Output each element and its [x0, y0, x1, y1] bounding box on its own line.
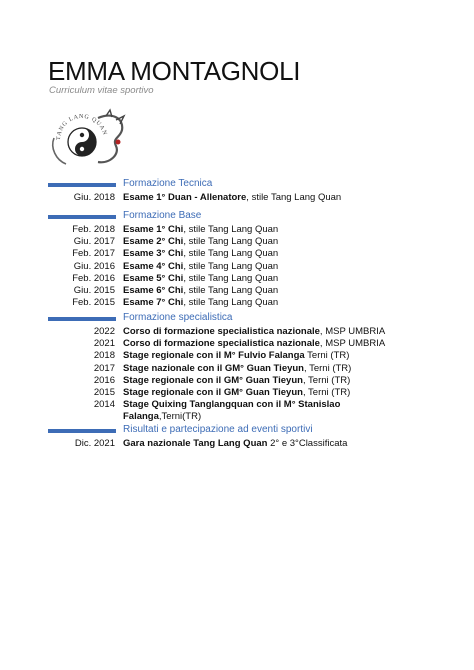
- entry-date: Feb. 2015: [72, 297, 115, 309]
- entry-detail: , Terni (TR): [302, 374, 351, 386]
- section-title: Formazione Base: [123, 210, 202, 221]
- person-name: EMMA MONTAGNOLI: [48, 56, 301, 86]
- entry-title: Gara nazionale Tang Lang Quan: [123, 438, 268, 449]
- entry-title: Esame 6° Chi: [123, 285, 184, 297]
- cv-entry: [48, 248, 428, 260]
- entry-date: Feb. 2017: [72, 248, 115, 260]
- cv-entry: [48, 261, 428, 273]
- entry-detail: ,Terni(TR): [158, 411, 202, 423]
- cv-entry: [48, 338, 428, 350]
- cv-entry: [48, 297, 428, 309]
- section-formazione-specialistica: [48, 312, 428, 424]
- logo-text: TANG LANG QUAN: [55, 113, 108, 141]
- section-formazione-tecnica: [48, 178, 428, 204]
- cv-entry: [48, 387, 428, 399]
- entry-date: Giu. 2016: [73, 260, 115, 272]
- entry-title: Stage Quixing Tanglangquan con il M° Stanislao Falanga: [123, 399, 341, 423]
- section-risultati: [48, 424, 428, 450]
- entry-date: 2016: [93, 374, 115, 386]
- entry-title: Corso di formazione specialistica nazionale: [123, 326, 320, 337]
- section-accent-bar: [48, 317, 116, 321]
- section-header: [48, 424, 428, 438]
- entry-detail: , MSP UMBRIA: [319, 338, 386, 350]
- entry-title: Esame 1° Duan - Allenatore: [123, 192, 247, 203]
- section-header: [48, 210, 428, 224]
- section-title: Risultati e partecipazione ad eventi sportivi: [123, 424, 313, 435]
- section-accent-bar: [48, 215, 116, 219]
- entry-title: Stage regionale con il GM° Guan Tieyun: [123, 374, 303, 386]
- section-accent-bar: [48, 429, 116, 433]
- entry-detail: , stile Tang Lang Quan: [183, 236, 279, 248]
- entry-title: Esame 1° Chi: [123, 224, 184, 235]
- cv-entry: [48, 285, 428, 297]
- cv-entry: [48, 224, 428, 236]
- entry-detail: , stile Tang Lang Quan: [183, 285, 279, 297]
- cv-entry: [48, 236, 428, 248]
- entry-title: Esame 4° Chi: [123, 260, 184, 272]
- cv-entry: [48, 192, 428, 204]
- cv-entry: [48, 399, 428, 423]
- entry-detail: , stile Tang Lang Quan: [183, 248, 279, 260]
- entry-date: 2015: [93, 387, 115, 399]
- entry-date: 2022: [93, 326, 115, 337]
- section-header: [48, 312, 428, 326]
- entry-detail: , stile Tang Lang Quan: [183, 272, 279, 284]
- entry-date: Giu. 2015: [73, 285, 115, 297]
- entry-title: Stage regionale con il M° Fulvio Falanga: [123, 350, 305, 362]
- section-formazione-base: [48, 210, 428, 309]
- cv-entry: [48, 326, 428, 338]
- entry-title: Corso di formazione specialistica nazionale: [123, 338, 320, 350]
- cv-entry: [48, 438, 428, 450]
- entry-detail: , stile Tang Lang Quan: [183, 224, 279, 235]
- entry-date: Dic. 2021: [74, 438, 115, 449]
- entry-date: Giu. 2017: [73, 236, 115, 248]
- entry-title: Esame 5° Chi: [123, 272, 184, 284]
- entry-title: Esame 3° Chi: [123, 248, 184, 260]
- cv-entry: [48, 363, 428, 375]
- entry-detail: , stile Tang Lang Quan: [246, 192, 342, 203]
- entry-detail: Terni (TR): [304, 350, 350, 362]
- entry-detail: , Terni (TR): [302, 387, 351, 399]
- entry-title: Esame 7° Chi: [123, 297, 184, 309]
- entry-detail: , MSP UMBRIA: [319, 326, 386, 337]
- cv-entry: [48, 375, 428, 387]
- entry-date: 2021: [93, 338, 115, 350]
- entry-title: Stage nazionale con il GM° Guan Tieyun: [123, 362, 304, 374]
- entry-detail: 2° e 3°Classificata: [267, 438, 348, 449]
- entry-date: 2018: [93, 350, 115, 362]
- section-accent-bar: [48, 183, 116, 187]
- cv-entry: [48, 350, 428, 362]
- entry-date: Feb. 2016: [72, 272, 115, 284]
- section-header: [48, 178, 428, 192]
- document-subtitle: Curriculum vitae sportivo: [49, 85, 154, 96]
- entry-date: 2017: [93, 362, 115, 374]
- entry-title: Esame 2° Chi: [123, 236, 184, 248]
- entry-date: 2014: [93, 399, 115, 411]
- entry-detail: , stile Tang Lang Quan: [183, 297, 279, 309]
- section-title: Formazione Tecnica: [123, 178, 213, 189]
- section-title: Formazione specialistica: [123, 312, 233, 323]
- entry-detail: , Terni (TR): [304, 362, 352, 374]
- mantis-dragon-yin-yang-logo: [46, 108, 130, 172]
- entry-title: Stage regionale con il GM° Guan Tieyun: [123, 387, 303, 399]
- entry-detail: , stile Tang Lang Quan: [183, 260, 279, 272]
- entry-date: Feb. 2018: [72, 224, 115, 235]
- entry-date: Giu. 2018: [73, 192, 115, 203]
- cv-entry: [48, 273, 428, 285]
